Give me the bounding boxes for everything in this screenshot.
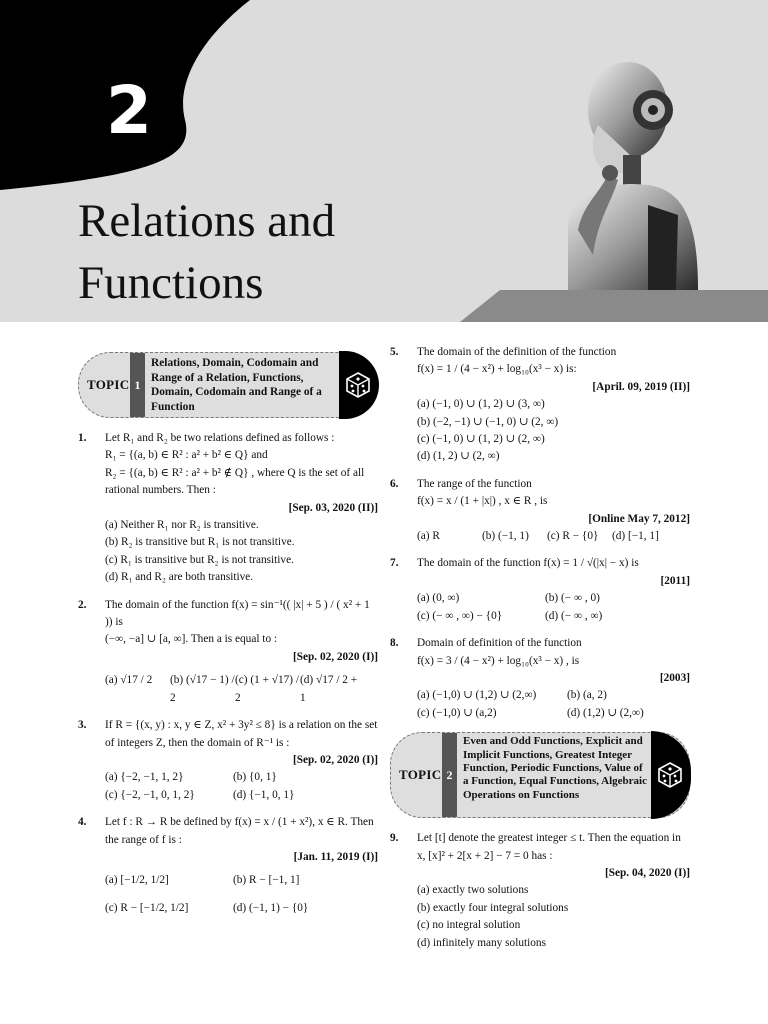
question-reference: [Sep. 04, 2020 (I)] <box>604 866 690 879</box>
question-number: 5. <box>390 346 399 358</box>
option-a: (a) √17 / 2 <box>105 674 153 687</box>
question-number: 9. <box>390 832 399 845</box>
question-6 <box>390 476 690 546</box>
dice-icon <box>657 761 683 789</box>
question-stem: Let R₁ and R₂ be two relations defined as follows : <box>105 432 335 444</box>
option-a: (a) R <box>417 530 440 543</box>
question-stem: The domain of the function f(x) = sin⁻¹(( |x| + 5 ) / ( x² + 1 )) is <box>105 598 370 629</box>
question-number: 3. <box>78 719 87 732</box>
question-stem: The range of the function <box>417 477 532 490</box>
question-9 <box>390 830 690 952</box>
topic-title: Relations, Domain, Codomain and Range of a Relation, Functions, Domain, Codomain and Range of a Function <box>151 357 322 413</box>
topic-number: 2 <box>442 733 457 817</box>
option-b: (b) (√17 − 1) / 2 <box>170 674 235 704</box>
chapter-banner <box>0 0 768 322</box>
question-reference: [Sep. 02, 2020 (I)] <box>292 650 378 663</box>
question-stem: If R = {(x, y) : x, y ∈ Z, x² + 3y² ≤ 8} is a relation on the set of integers Z, then the domain of R⁻¹ is : <box>105 719 378 749</box>
option-c: (c) (−1, 0) ∪ (1, 2) ∪ (2, ∞) <box>417 433 545 446</box>
question-stem: The domain of the function f(x) = 1 / √(|x| − x) is <box>417 557 639 570</box>
option-b: (b) (− ∞ , 0) <box>545 592 600 605</box>
function-definition: f(x) = 1 / (4 − x²) + log₁₀(x³ − x) is: <box>417 363 577 376</box>
option-d: (d) (1, 2) ∪ (2, ∞) <box>417 450 500 463</box>
question-number: 8. <box>390 637 399 650</box>
option-c: (c) {−2, −1, 0, 1, 2} <box>105 788 195 801</box>
left-column <box>78 352 378 927</box>
function-definition: f(x) = 3 / (4 − x²) + log₁₀(x³ − x) , is <box>417 654 580 667</box>
option-d: (d) {−1, 0, 1} <box>233 788 295 801</box>
option-b: (b) R₂ is transitive but R₁ is not transitive. <box>105 536 295 549</box>
topic-2-header <box>390 732 690 818</box>
option-b: (b) (−2, −1) ∪ (−1, 0) ∪ (2, ∞) <box>417 415 559 428</box>
topic-1-header <box>78 352 378 418</box>
topic-number: 1 <box>130 353 145 417</box>
option-d: (d) [−1, 1] <box>612 530 659 543</box>
question-number: 2. <box>78 598 87 611</box>
option-d: (d) R₁ and R₂ are both transitive. <box>105 571 254 584</box>
question-reference: [2003] <box>659 671 690 684</box>
question-3 <box>78 717 378 804</box>
question-reference: [April. 09, 2019 (II)] <box>592 380 690 393</box>
relation-r2: R₂ = {(a, b) ∈ R² : a² + b² ∉ Q} , where Q is the set of all rational numbers. Then : <box>105 466 365 497</box>
topic-label: TOPIC <box>399 767 442 783</box>
question-stem: Let [t] denote the greatest integer ≤ t. Then the equation in x, [x]² + 2[x + 2] − 7 = 0 has : <box>417 832 681 862</box>
option-a: (a) (0, ∞) <box>417 592 460 605</box>
question-number: 7. <box>390 557 399 570</box>
option-b: (b) {0, 1} <box>233 771 277 784</box>
topic-label: TOPIC <box>87 377 130 392</box>
option-b: (b) R − [−1, 1] <box>233 874 300 887</box>
question-4 <box>78 814 378 917</box>
question-reference: [2011] <box>660 574 690 587</box>
question-number: 6. <box>390 477 399 490</box>
question-reference: [Sep. 02, 2020 (I)] <box>292 753 378 766</box>
option-a: (a) [−1/2, 1/2] <box>105 874 169 887</box>
question-stem-2: (−∞, −a] ∪ [a, ∞]. Then a is equal to : <box>105 633 278 646</box>
option-a: (a) Neither R₁ nor R₂ is transitive. <box>105 519 259 532</box>
chapter-number: 2 <box>106 72 152 149</box>
question-stem: The domain of the definition of the function <box>417 346 617 358</box>
option-c: (c) R − [−1/2, 1/2] <box>105 901 189 914</box>
chapter-title-line2: Functions <box>78 257 264 309</box>
question-1 <box>78 430 378 587</box>
option-d: (d) (− ∞ , ∞) <box>545 609 603 622</box>
question-2 <box>78 597 378 707</box>
question-reference: [Online May 7, 2012] <box>588 512 690 525</box>
option-c: (c) (−1,0) ∪ (a,2) <box>417 706 497 719</box>
topic-title: Even and Odd Functions, Explicit and Implicit Functions, Greatest Integer Function, Periodic Functions, Value of a Function, Equal Functions, Algebraic Operations on Functions <box>463 735 647 801</box>
option-d: (d) infinitely many solutions <box>417 936 546 949</box>
function-definition: f(x) = x / (1 + |x|) , x ∈ R , is <box>417 495 548 508</box>
relation-r1: R₁ = {(a, b) ∈ R² : a² + b² ∈ Q} and <box>105 449 268 462</box>
question-number: 1. <box>78 432 87 444</box>
option-b: (b) (a, 2) <box>567 689 607 702</box>
question-7 <box>390 555 690 625</box>
chapter-title-line1: Relations and <box>78 195 336 247</box>
dice-icon <box>345 371 371 399</box>
chapter-title <box>78 190 335 314</box>
question-reference: [Jan. 11, 2019 (I)] <box>293 850 378 863</box>
option-c: (c) no integral solution <box>417 919 521 932</box>
option-c: (c) (− ∞ , ∞) − {0} <box>417 609 503 622</box>
option-c: (c) R − {0} <box>547 530 599 543</box>
option-d: (d) (1,2) ∪ (2,∞) <box>567 706 644 719</box>
question-reference: [Sep. 03, 2020 (II)] <box>288 501 378 514</box>
option-d: (d) √17 / 2 + 1 <box>300 674 358 704</box>
option-a: (a) (−1, 0) ∪ (1, 2) ∪ (3, ∞) <box>417 398 545 411</box>
option-a: (a) {−2, −1, 1, 2} <box>105 771 184 784</box>
right-column <box>390 344 690 962</box>
question-8 <box>390 635 690 722</box>
question-5 <box>390 344 690 466</box>
thinking-robot-illustration <box>548 55 698 290</box>
option-d: (d) (−1, 1) − {0} <box>233 901 309 914</box>
question-stem: Domain of definition of the function <box>417 637 582 650</box>
option-c: (c) (1 + √17) / 2 <box>235 674 300 704</box>
option-a: (a) (−1,0) ∪ (1,2) ∪ (2,∞) <box>417 689 537 702</box>
option-c: (c) R₁ is transitive but R₂ is not transitive. <box>105 553 294 566</box>
option-b: (b) exactly four integral solutions <box>417 901 569 914</box>
question-number: 4. <box>78 816 87 829</box>
option-a: (a) exactly two solutions <box>417 884 529 897</box>
option-b: (b) (−1, 1) <box>482 530 529 543</box>
question-stem: Let f : R → R be defined by f(x) = x / (1 + x²), x ∈ R. Then the range of f is : <box>105 816 374 846</box>
